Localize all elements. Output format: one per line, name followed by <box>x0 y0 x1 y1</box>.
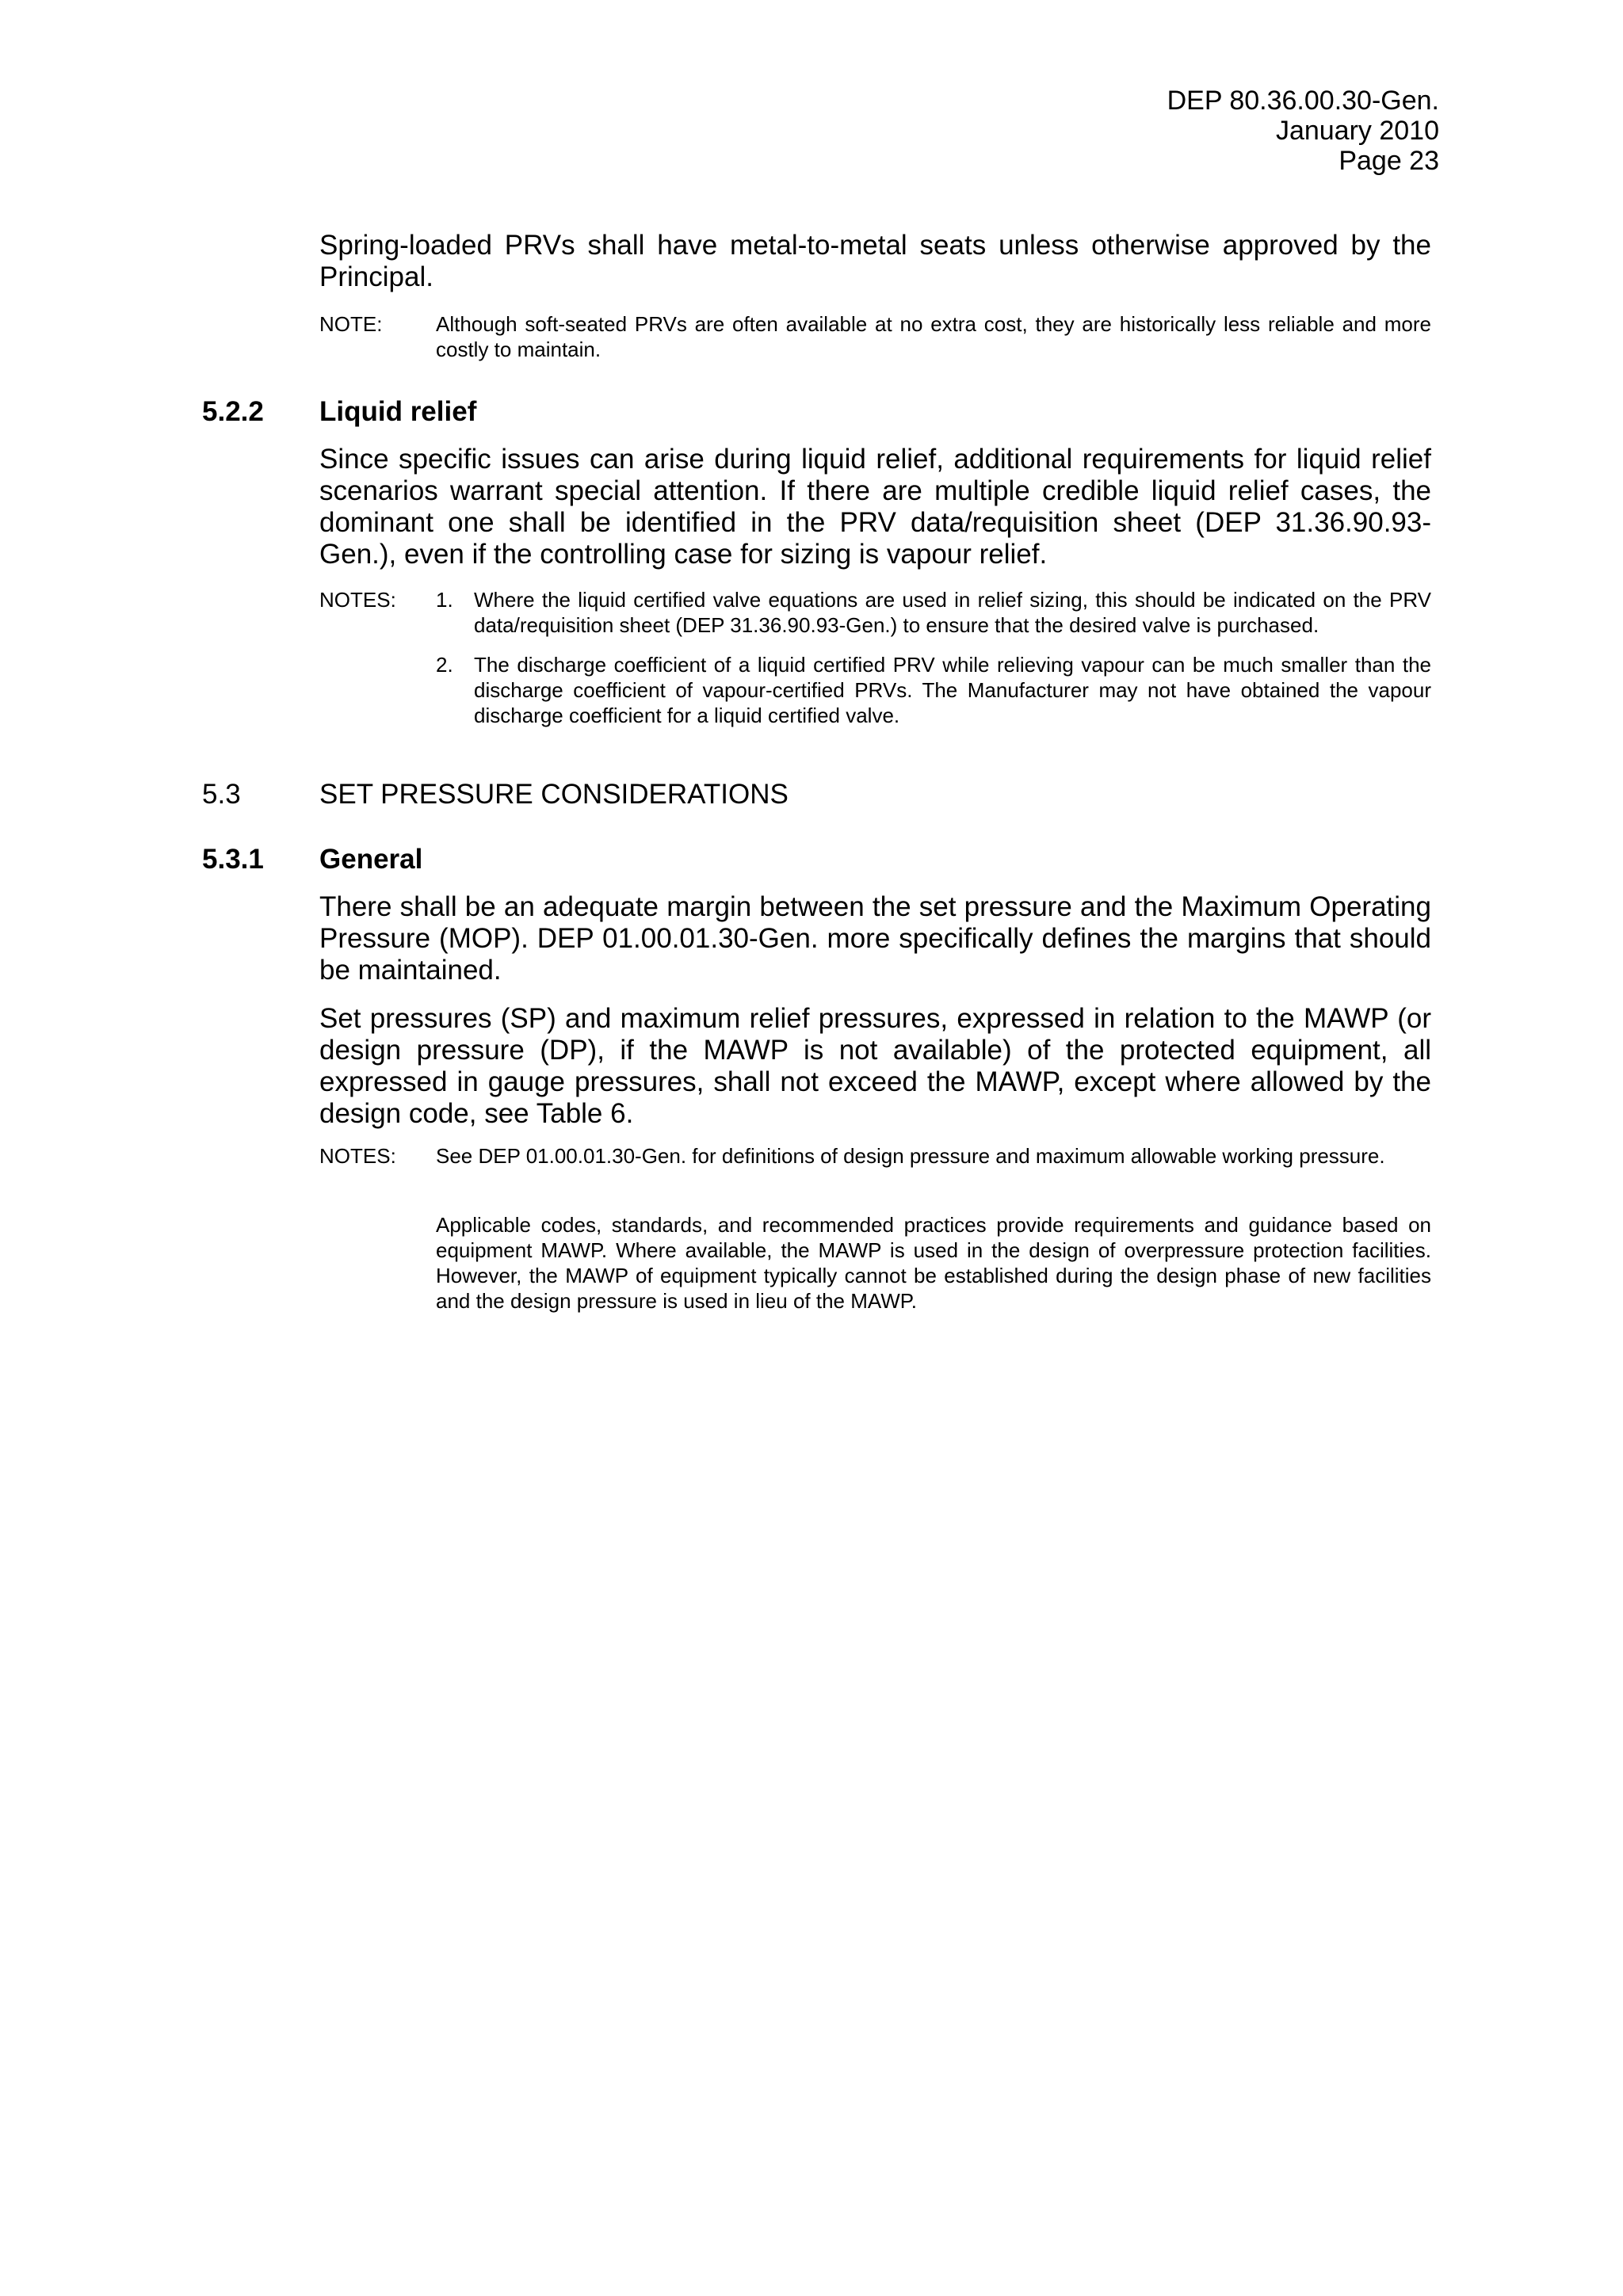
note-text: Where the liquid certified valve equations are used in relief sizing, this should be indicated on the PRV data/requisition sheet (DEP 31.36.90.93-Gen.) to ensure that the desired valve is purchased. <box>474 588 1431 637</box>
note-text: See DEP 01.00.01.30-Gen. for definitions of design pressure and maximum allowable working pressure. <box>436 1144 1385 1168</box>
section-heading-5-2-2 <box>0 396 1623 428</box>
section-title: SET PRESSURE CONSIDERATIONS <box>319 779 789 810</box>
page-number: Page 23 <box>1338 146 1439 176</box>
note-text: Applicable codes, standards, and recommended practices provide requirements and guidance based on equipment MAWP. Where available, the MAWP is used in the design of overpressure protection facilities. However, the MAWP of equipment typically cannot be established during the design phase of new facilities and the design pressure is used in lieu of the MAWP. <box>436 1213 1431 1313</box>
note-number: 2. <box>436 653 453 677</box>
note-text: Although soft-seated PRVs are often available at no extra cost, they are historically less reliable and more costly to maintain. <box>436 312 1431 361</box>
section-heading-5-3 <box>0 779 1623 810</box>
notes-label: NOTES: <box>319 588 396 612</box>
notes-label: NOTES: <box>319 1144 396 1168</box>
note-label: NOTE: <box>319 312 383 336</box>
section-heading-5-3-1 <box>0 844 1623 875</box>
note-number: 1. <box>436 588 453 612</box>
note-text: The discharge coefficient of a liquid certified PRV while relieving vapour can be much smaller than the discharge coefficient of vapour-certified PRVs. The Manufacturer may not have obtained the vapour discharge coefficient for a liquid certified valve. <box>474 653 1431 727</box>
general-paragraph-1: There shall be an adequate margin between the set pressure and the Maximum Operating Pressure (MOP). DEP 01.00.01.30-Gen. more specifically defines the margins that should be maintained. <box>319 891 1431 986</box>
general-notes <box>319 1143 1431 1318</box>
doc-date: January 2010 <box>1275 116 1439 146</box>
page-header <box>964 86 1439 176</box>
liquid-relief-notes <box>319 587 1431 738</box>
section-number: 5.3 <box>202 779 241 810</box>
intro-paragraph: Spring-loaded PRVs shall have metal-to-metal seats unless otherwise approved by the Principal. <box>319 230 1431 292</box>
section-title: General <box>319 844 423 875</box>
liquid-relief-paragraph: Since specific issues can arise during liquid relief, additional requirements for liquid relief scenarios warrant special attention. If there are multiple credible liquid relief cases, the dominant one shall be identified in the PRV data/requisition sheet (DEP 31.36.90.93-Gen.), even if the controlling case for sizing is vapour relief. <box>319 444 1431 570</box>
intro-note <box>319 311 1431 367</box>
section-number: 5.2.2 <box>202 396 264 427</box>
general-paragraph-2: Set pressures (SP) and maximum relief pressures, expressed in relation to the MAWP (or design pressure (DP), if the MAWP is not available) of the protected equipment, all expressed in gauge pressures, shall not exceed the MAWP, except where allowed by the design code, see Table 6. <box>319 1003 1431 1129</box>
doc-number: DEP 80.36.00.30-Gen. <box>1167 86 1439 116</box>
section-title: Liquid relief <box>319 396 477 427</box>
section-number: 5.3.1 <box>202 844 264 875</box>
